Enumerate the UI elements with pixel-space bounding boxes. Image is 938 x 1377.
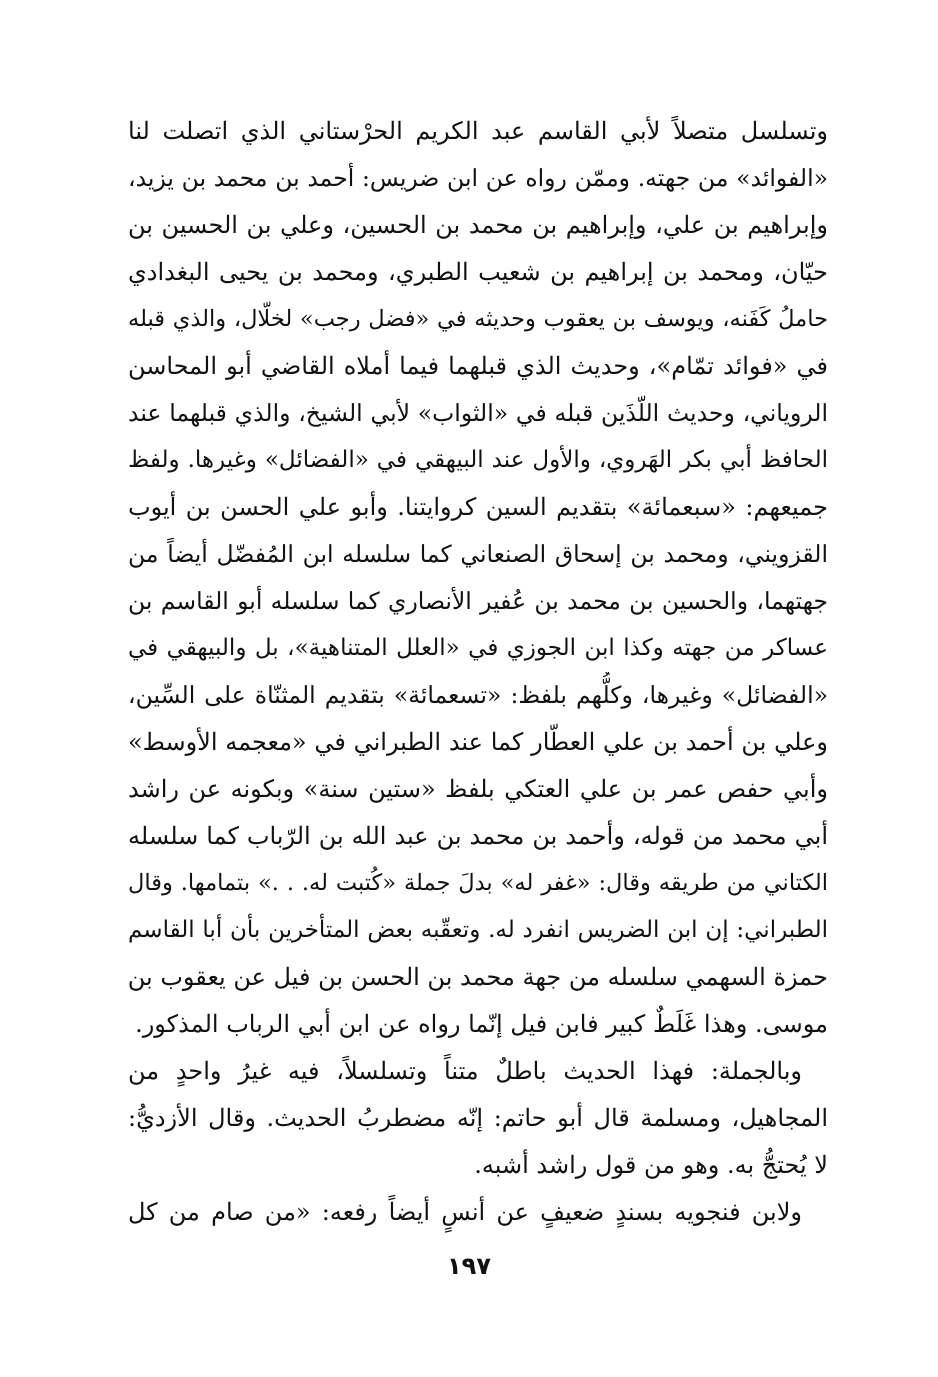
body-text <box>128 108 828 1236</box>
text-line: في «فوائد تمّام»، وحديث الذي قبلهما فيما أملاه القاضي أبو المحاسن <box>128 352 828 380</box>
text-line: وإبراهيم بن علي، وإبراهيم بن محمد بن الحسين، وعلي بن الحسين بن <box>128 211 828 239</box>
text-line: المجاهيل، ومسلمة قال أبو حاتم: إنّه مضطربُ الحديث. وقال الأزديُّ: <box>128 1104 828 1132</box>
text-line: عساكر من جهته وكذا ابن الجوزي في «العلل المتناهية»، بل والبيهقي في <box>128 635 828 661</box>
page-number: ١٩٧ <box>447 1252 491 1280</box>
text-line: «الفضائل» وغيرها، وكلُّهم بلفظ: «تسعمائة» بتقديم المثنّاة على السِّين، <box>128 681 828 709</box>
text-line: ولابن فنجويه بسندٍ ضعيفٍ عن أنسٍ أيضاً رفعه: «من صام من كل <box>128 1198 802 1226</box>
text-line: الحافظ أبي بكر الهَروي، والأول عند البيهقي في «الفضائل» وغيرها. ولفظ <box>128 447 828 473</box>
text-line: وبالجملة: فهذا الحديث باطلٌ متناً وتسلسلاً، فيه غيرُ واحدٍ من <box>128 1057 802 1085</box>
text-line: القزويني، ومحمد بن إسحاق الصنعاني كما سلسله ابن المُفضّل أيضاً من <box>128 540 828 568</box>
text-line: حمزة السهمي سلسله من جهة محمد بن الحسن بن فيل عن يعقوب بن <box>128 963 828 991</box>
text-line: حاملُ كَفَنه، ويوسف بن يعقوب وحديثه في «فضل رجب» لخلّال، والذي قبله <box>128 306 828 332</box>
text-line: وتسلسل متصلاً لأبي القاسم عبد الكريم الحرْستاني الذي اتصلت لنا <box>128 117 828 145</box>
text-line: وأبي حفص عمر بن علي العتكي بلفظ «ستين سنة» وبكونه عن راشد <box>128 775 828 803</box>
text-line: الروياني، وحديث اللّذَين قبله في «الثواب» لأبي الشيخ، والذي قبلهما عند <box>128 399 828 427</box>
text-line: موسى. وهذا غَلَطٌ كبير فابن فيل إنّما رواه عن ابن أبي الرباب المذكور. <box>135 1010 828 1038</box>
text-line: وعلي بن أحمد بن علي العطّار كما عند الطبراني في «معجمه الأوسط» <box>128 728 828 756</box>
text-line: الكتاني من طريقه وقال: «غفر له» بدلَ جملة «كُتبت له. . .» بتمامها. وقال <box>128 870 828 896</box>
text-line: أبي محمد من قوله، وأحمد بن محمد بن عبد الله بن الرّباب كما سلسله <box>128 822 828 850</box>
text-line: لا يُحتجُّ به. وهو من قول راشد أشبه. <box>474 1151 828 1179</box>
text-line: جميعهم: «سبعمائة» بتقديم السين كروايتنا. وأبو علي الحسن بن أيوب <box>128 493 828 521</box>
text-line: حيّان، ومحمد بن إبراهيم بن شعيب الطبري، ومحمد بن يحيى البغدادي <box>128 258 828 286</box>
text-line: جهتهما، والحسين بن محمد بن عُفير الأنصاري كما سلسله أبو القاسم بن <box>128 587 828 615</box>
text-line: «الفوائد» من جهته. وممّن رواه عن ابن ضريس: أحمد بن محمد بن يزيد، <box>128 164 828 192</box>
text-line: الطبراني: إن ابن الضريس انفرد له. وتعقّبه بعض المتأخرين بأن أبا القاسم <box>128 917 828 943</box>
